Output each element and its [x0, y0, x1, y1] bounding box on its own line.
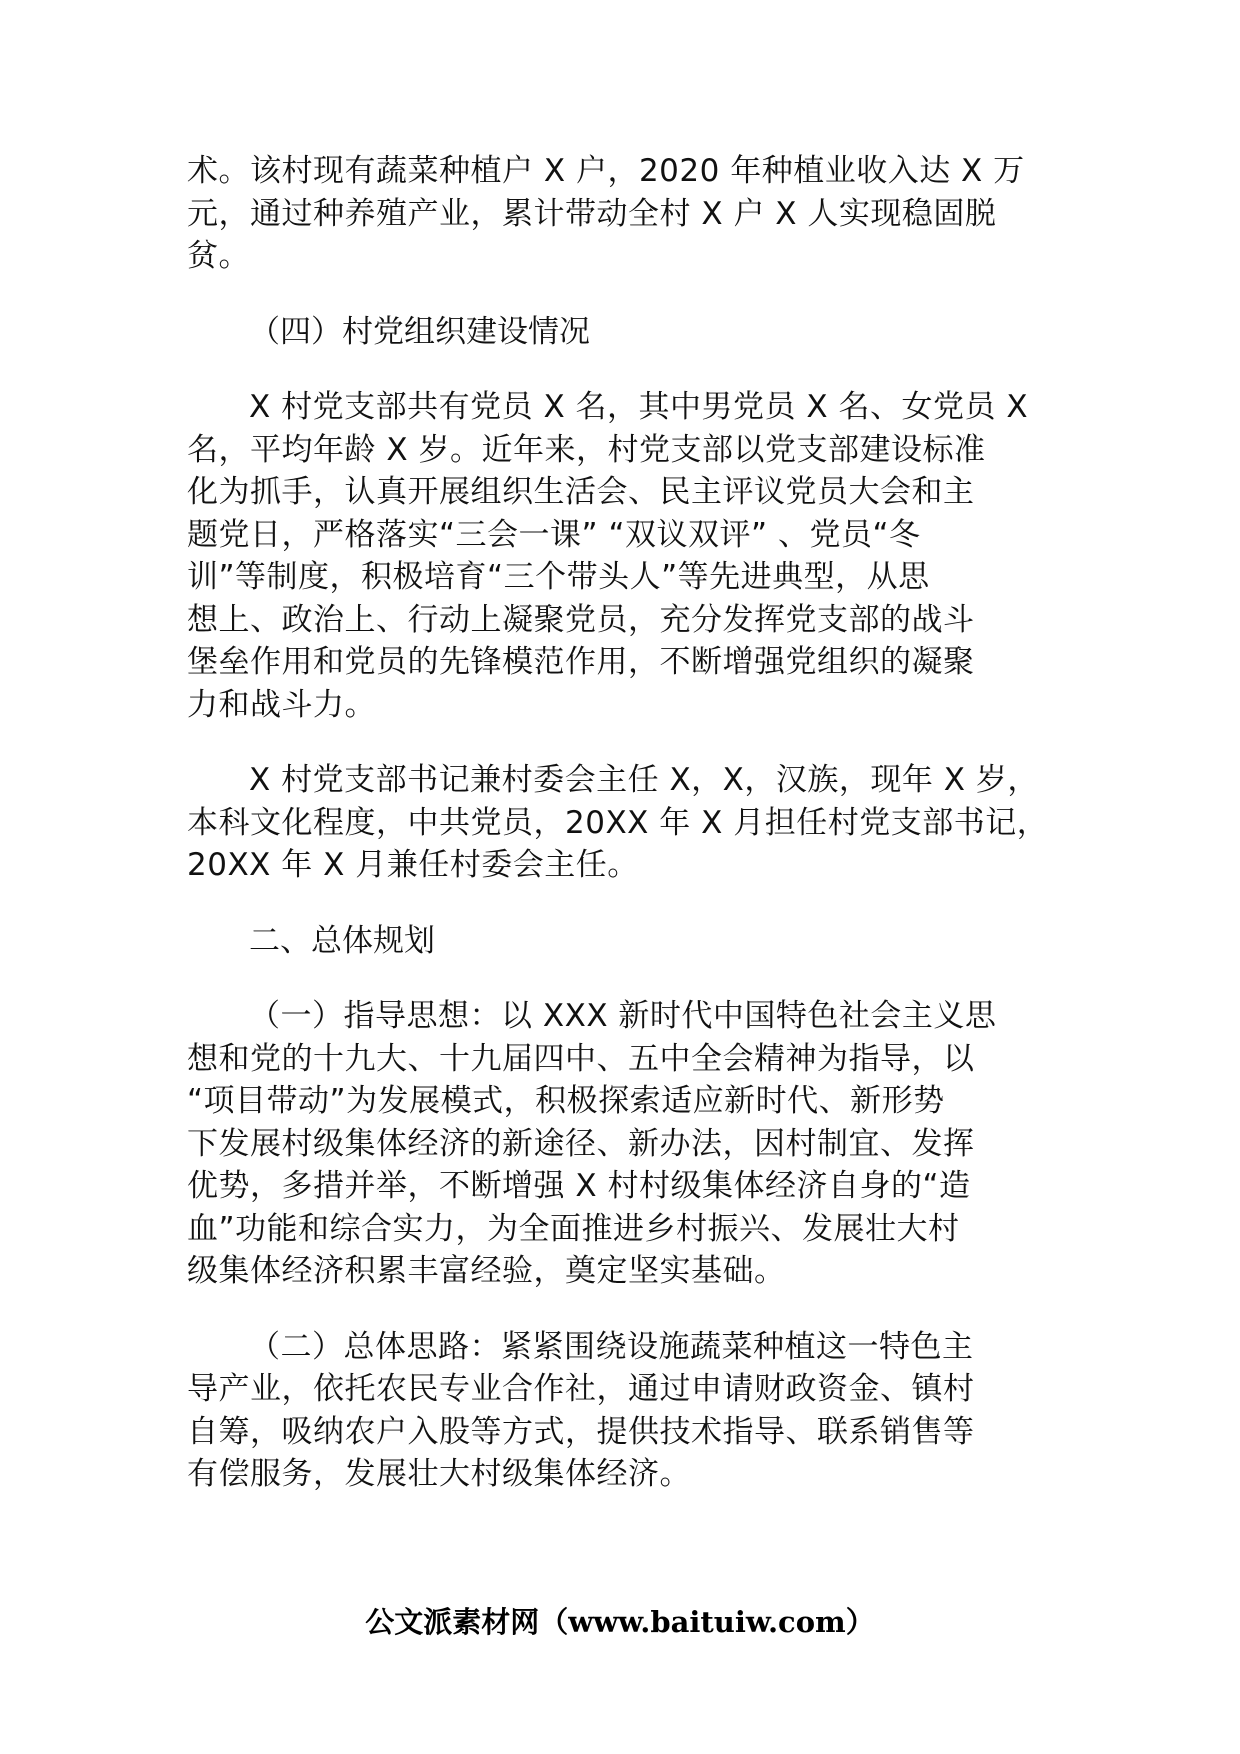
text-line: 术。该村现有蔬菜种植户 X 户，2020 年种植业收入达 X 万: [187, 153, 1025, 189]
text-line: （二）总体思路：紧紧围绕设施蔬菜种植这一特色主: [249, 1328, 974, 1365]
paragraph-crop-income: [187, 150, 1087, 278]
text-line: 优势，多措并举，不断增强 X 村村级集体经济自身的“造: [187, 1168, 971, 1204]
text-line: 级集体经济积累丰富经验，奠定坚实基础。: [187, 1253, 786, 1289]
section-heading-party-organization: （四）村党组织建设情况: [249, 313, 590, 350]
paragraph-party-branch: [187, 386, 1087, 726]
text-line: X 村党支部书记兼村委会主任 X，X，汉族，现年 X 岁，: [249, 762, 1039, 798]
text-line: 有偿服务，发展壮大村级集体经济。: [187, 1456, 691, 1492]
text-line: 题党日，严格落实“三会一课” “双议双评” 、党员“冬: [187, 516, 921, 553]
footer-watermark: 公文派素材网（www.baituiw.com）: [365, 1605, 875, 1639]
text-line: 元，通过种养殖产业，累计带动全村 X 户 X 人实现稳固脱: [187, 195, 997, 232]
text-line: 本科文化程度，中共党员，20XX 年 X 月担任村党支部书记，: [187, 804, 1049, 841]
text-line: X 村党支部共有党员 X 名，其中男党员 X 名、女党员 X: [249, 389, 1029, 425]
text-line: 堡垒作用和党员的先锋模范作用，不断增强党组织的凝聚: [187, 644, 975, 680]
text-line: 名，平均年龄 X 岁。近年来，村党支部以党支部建设标准: [187, 431, 986, 468]
section-heading-overall-planning: 二、总体规划: [249, 922, 435, 959]
text-line: 自筹，吸纳农户入股等方式，提供技术指导、联系销售等: [187, 1413, 975, 1450]
text-line: 化为抓手，认真开展组织生活会、民主评议党员大会和主: [187, 474, 975, 510]
paragraph-party-secretary: [187, 759, 1087, 887]
document-body: [187, 150, 1087, 1496]
text-line: （一）指导思想：以 XXX 新时代中国特色社会主义思: [249, 998, 997, 1034]
text-line: 想和党的十九大、十九届四中、五中全会精神为指导，以: [187, 1040, 975, 1077]
paragraph-overall-approach: [187, 1326, 1087, 1496]
paragraph-guiding-ideology: [187, 995, 1087, 1293]
text-line: 下发展村级集体经济的新途径、新办法，因村制宜、发挥: [187, 1125, 975, 1162]
text-line: 20XX 年 X 月兼任村委会主任。: [187, 847, 639, 883]
text-line: 想上、政治上、行动上凝聚党员，充分发挥党支部的战斗: [187, 601, 975, 638]
text-line: “项目带动”为发展模式，积极探索适应新时代、新形势: [187, 1083, 945, 1119]
text-line: 血”功能和综合实力，为全面推进乡村振兴、发展壮大村: [187, 1210, 960, 1247]
text-line: 训”等制度，积极培育“三个带头人”等先进典型，从思: [187, 559, 930, 595]
text-line: 导产业，依托农民专业合作社，通过申请财政资金、镇村: [187, 1371, 975, 1407]
text-line: 贫。: [187, 238, 250, 274]
text-line: 力和战斗力。: [187, 686, 376, 723]
